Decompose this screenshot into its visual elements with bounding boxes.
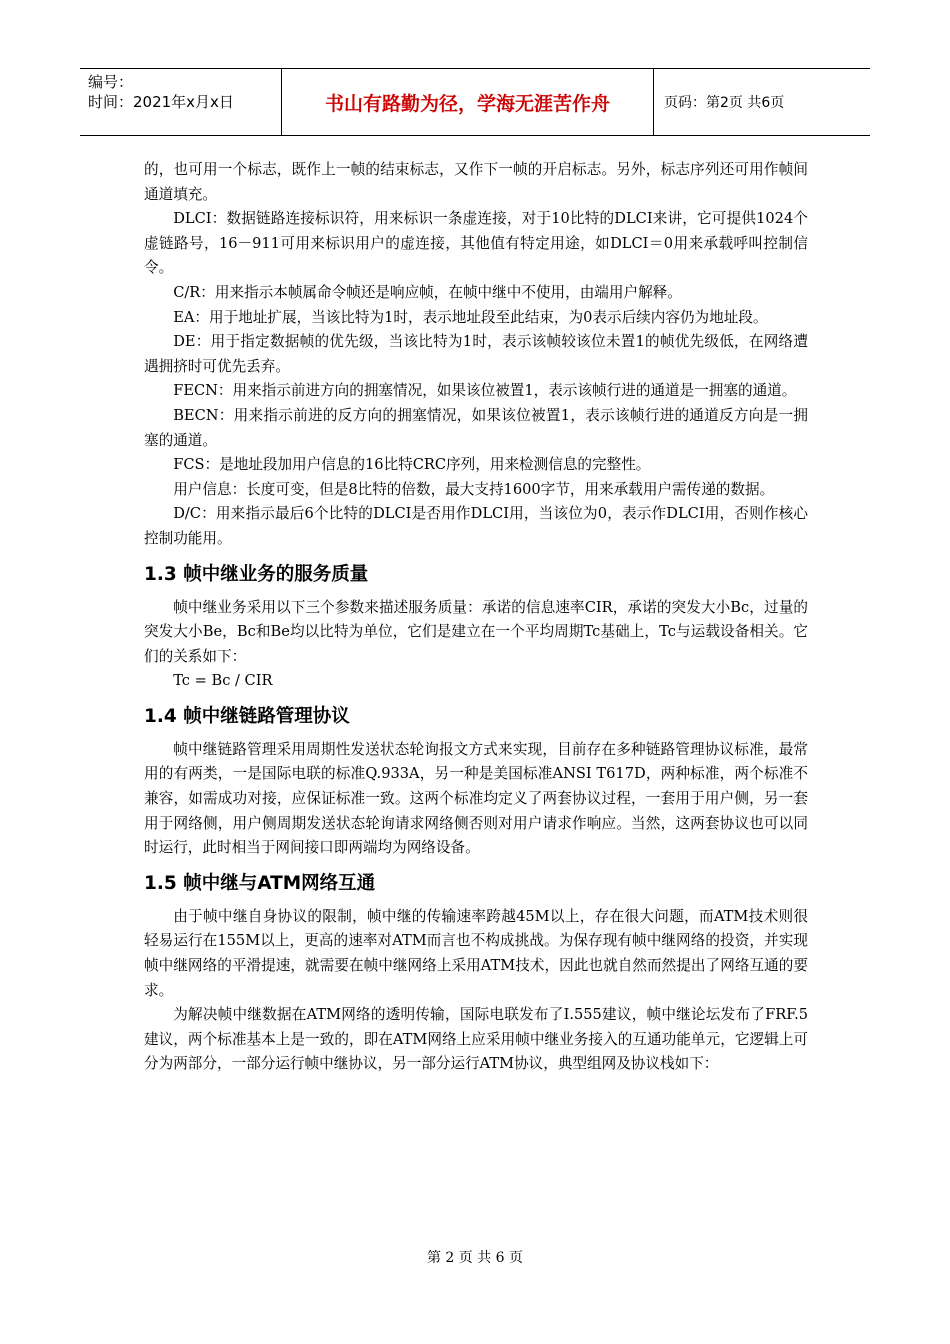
paragraph: DLCI：数据链路连接标识符，用来标识一条虚连接，对于10比特的DLCI来讲，它可提供1024个虚链路号，16－911可用来标识用户的虚连接，其他值有特定用途，如DLCI＝0用来承载呼叫控制信令。 <box>144 210 808 277</box>
page-header <box>80 68 870 136</box>
paragraph: 帧中继链路管理采用周期性发送状态轮询报文方式来实现，目前存在多种链路管理协议标准，最常用的有两类，一是国际电联的标准Q.933A，另一种是美国标准ANSI T617D，两种标准，两个标准不兼容，如需成功对接，应保证标准一致。这两个标准均定义了两套协议过程，一套用于用户侧，另一套用于网络侧，用户侧周期发送状态轮询请求网络侧否则对用户请求作响应。当然，这两套协议也可以同时运行，此时相当于网间接口即两端均为网络设备。 <box>144 740 808 857</box>
document-body <box>144 158 808 1077</box>
page-footer: 第 2 页 共 6 页 <box>426 1250 524 1266</box>
formula: Tc = Bc / CIR <box>173 672 273 690</box>
header-number-label: 编号： <box>88 73 134 91</box>
header-page-info: 页码：第2页 共6页 <box>664 95 785 111</box>
paragraph: 由于帧中继自身协议的限制，帧中继的传输速率跨越45M以上，存在很大问题，而ATM技术则很轻易运行在155M以上，更高的速率对ATM而言也不构成挑战。为保存现有帧中继网络的投资，并实现帧中继网络的平滑提速，就需要在帧中继网络上采用ATM技术，因此也就自然而然提出了网络互通的要求。 <box>144 907 808 999</box>
header-meta <box>80 69 282 135</box>
section-heading: 1.4 帧中继链路管理协议 <box>144 705 350 727</box>
paragraph: 的，也可用一个标志，既作上一帧的结束标志，又作下一帧的开启标志。另外，标志序列还可用作帧间通道填充。 <box>144 161 808 203</box>
paragraph: 用户信息：长度可变，但是8比特的倍数，最大支持1600字节，用来承载用户需传递的数据。 <box>173 480 775 498</box>
header-motto: 书山有路勤为径，学海无涯苦作舟 <box>282 69 654 135</box>
paragraph: FECN：用来指示前进方向的拥塞情况，如果该位被置1，表示该帧行进的通道是一拥塞的通道。 <box>173 382 797 400</box>
paragraph: FCS：是地址段加用户信息的16比特CRC序列，用来检测信息的完整性。 <box>173 456 651 474</box>
paragraph: DE：用于指定数据帧的优先级，当该比特为1时，表示该帧较该位未置1的帧优先级低，在网络遭遇拥挤时可优先丢弃。 <box>144 333 808 375</box>
paragraph: BECN：用来指示前进的反方向的拥塞情况，如果该位被置1，表示该帧行进的通道反方向是一拥塞的通道。 <box>144 406 808 449</box>
paragraph: EA：用于地址扩展，当该比特为1时，表示地址段至此结束，为0表示后续内容仍为地址段。 <box>173 308 768 326</box>
paragraph: C/R：用来指示本帧属命令帧还是响应帧，在帧中继中不使用，由端用户解释。 <box>173 283 682 301</box>
header-date-label: 时间：2021年x月x日 <box>88 93 234 111</box>
section-heading: 1.5 帧中继与ATM网络互通 <box>144 872 376 894</box>
paragraph: 帧中继业务采用以下三个参数来描述服务质量：承诺的信息速率CIR，承诺的突发大小Bc，过量的突发大小Be，Bc和Be均以比特为单位，它们是建立在一个平均周期Tc基础上，Tc与运载设备相关。它们的关系如下： <box>144 598 808 665</box>
section-heading: 1.3 帧中继业务的服务质量 <box>144 563 369 585</box>
paragraph: D/C：用来指示最后6个比特的DLCI是否用作DLCI用，当该位为0，表示作DLCI用，否则作核心控制功能用。 <box>144 505 808 547</box>
paragraph: 为解决帧中继数据在ATM网络的透明传输，国际电联发布了I.555建议，帧中继论坛发布了FRF.5建议，两个标准基本上是一致的，即在ATM网络上应采用帧中继业务接入的互通功能单元，它逻辑上可分为两部分，一部分运行帧中继协议，另一部分运行ATM协议，典型组网及协议栈如下： <box>144 1006 808 1073</box>
